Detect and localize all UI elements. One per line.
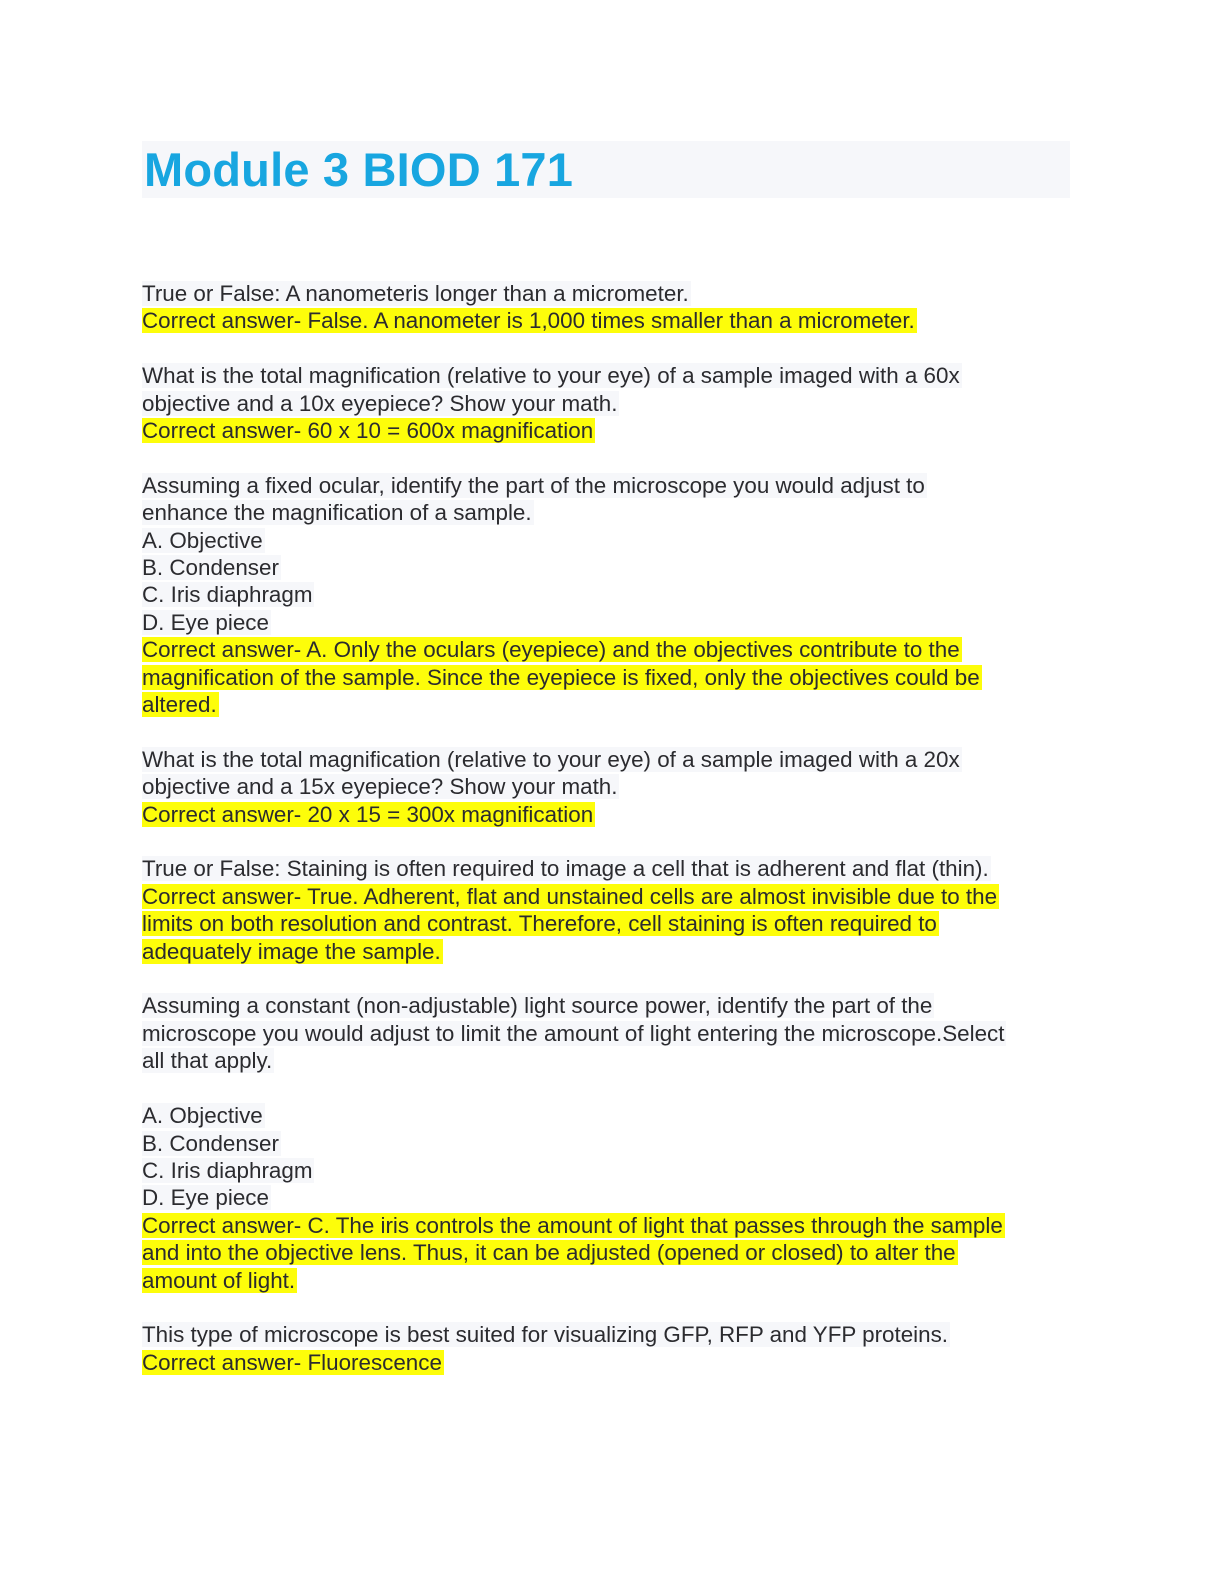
- answer-text: limits on both resolution and contrast. Therefore, cell staining is often required to: [142, 911, 937, 937]
- answer-text: amount of light.: [142, 1267, 296, 1293]
- page-title: Module 3 BIOD 171: [144, 143, 574, 196]
- answer-text: altered.: [142, 692, 217, 718]
- answer-text: Correct answer- False. A nanometer is 1,000 times smaller than a micrometer.: [142, 308, 915, 334]
- question-text: enhance the magnification of a sample.: [142, 500, 532, 526]
- option-a: A. Objective: [142, 1103, 263, 1129]
- option-c: C. Iris diaphragm: [142, 1157, 313, 1183]
- question-item: [142, 746, 1072, 828]
- option-b: B. Condenser: [142, 555, 279, 581]
- question-list: [142, 280, 1072, 1404]
- question-text: Assuming a constant (non-adjustable) light source power, identify the part of the: [142, 993, 933, 1019]
- question-text: microscope you would adjust to limit the amount of light entering the microscope.Select: [142, 1020, 1005, 1046]
- question-item: [142, 855, 1072, 965]
- option-d: D. Eye piece: [142, 1185, 269, 1211]
- title-block: [142, 141, 1070, 198]
- question-item: [142, 280, 1072, 335]
- question-item: [142, 1321, 1072, 1376]
- answer-text: Correct answer- True. Adherent, flat and unstained cells are almost invisible due to the: [142, 883, 998, 909]
- option-c: C. Iris diaphragm: [142, 582, 313, 608]
- question-text: This type of microscope is best suited for visualizing GFP, RFP and YFP proteins.: [142, 1322, 949, 1348]
- blank-line: [142, 1075, 1072, 1102]
- answer-text: Correct answer- C. The iris controls the amount of light that passes through the sample: [142, 1212, 1003, 1238]
- answer-text: Correct answer- Fluorescence: [142, 1349, 442, 1375]
- question-text: What is the total magnification (relative to your eye) of a sample imaged with a 60x: [142, 363, 960, 389]
- question-item: [142, 992, 1072, 1293]
- question-text: True or False: Staining is often required to image a cell that is adherent and flat (thin).: [142, 856, 989, 882]
- answer-text: and into the objective lens. Thus, it can be adjusted (opened or closed) to alter the: [142, 1240, 956, 1266]
- option-d: D. Eye piece: [142, 609, 269, 635]
- answer-text: magnification of the sample. Since the eyepiece is fixed, only the objectives could be: [142, 664, 980, 690]
- question-text: What is the total magnification (relative to your eye) of a sample imaged with a 20x: [142, 746, 960, 772]
- question-text: Assuming a fixed ocular, identify the part of the microscope you would adjust to: [142, 472, 925, 498]
- answer-text: Correct answer- A. Only the oculars (eyepiece) and the objectives contribute to the: [142, 637, 960, 663]
- answer-text: adequately image the sample.: [142, 938, 441, 964]
- question-text: objective and a 10x eyepiece? Show your math.: [142, 390, 618, 416]
- question-text: objective and a 15x eyepiece? Show your math.: [142, 774, 618, 800]
- question-text: all that apply.: [142, 1048, 273, 1074]
- question-item: [142, 472, 1072, 719]
- answer-text: Correct answer- 20 x 15 = 300x magnification: [142, 801, 594, 827]
- option-b: B. Condenser: [142, 1130, 279, 1156]
- question-text: True or False: A nanometeris longer than a micrometer.: [142, 281, 689, 306]
- option-a: A. Objective: [142, 527, 263, 553]
- answer-text: Correct answer- 60 x 10 = 600x magnification: [142, 418, 594, 444]
- question-item: [142, 362, 1072, 444]
